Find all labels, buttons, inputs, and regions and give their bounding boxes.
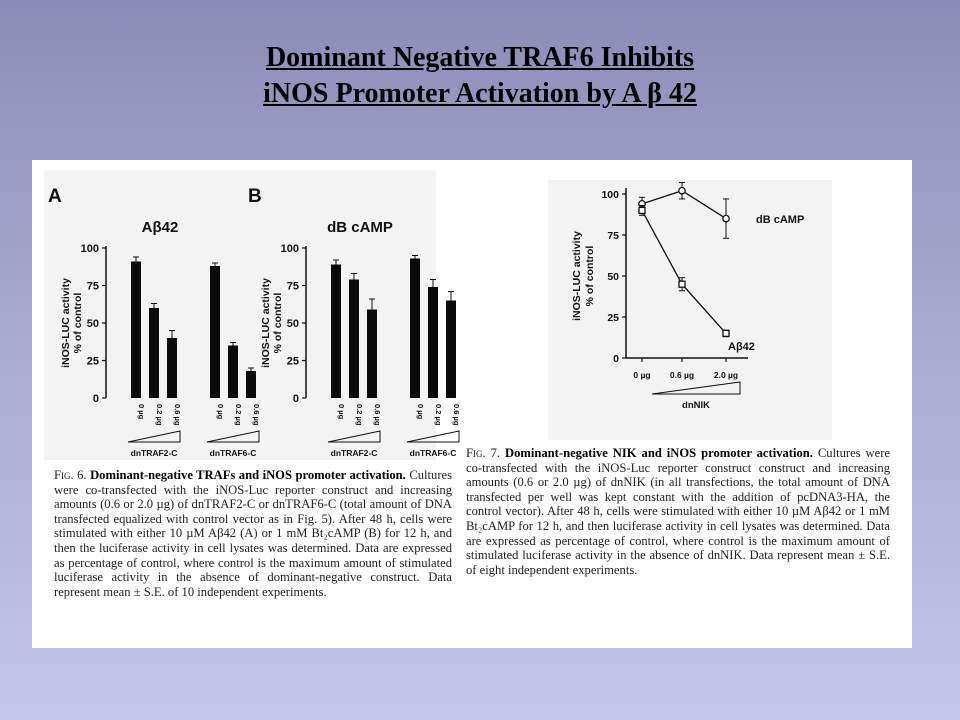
chart-c-series-label: dB cAMP (756, 214, 805, 226)
chart-a-ytick-label: 75 (86, 280, 99, 293)
figure-panel (32, 160, 912, 648)
chart-a-category-label: 0.6 µg (252, 404, 261, 426)
title-line-2 (0, 76, 960, 112)
chart-a-ytick-label: 25 (86, 355, 99, 368)
chart-b-ylabel-line: iNOS-LUC activity (260, 278, 272, 368)
chart-c-ytick-label: 25 (607, 312, 619, 324)
chart-a-title: Aβ42 (141, 219, 179, 236)
chart-a-category-label: 0 µg (216, 404, 225, 420)
chart-a-group-label: dnTRAF2-C (130, 448, 178, 458)
chart-b-ytick-label: 50 (286, 318, 299, 330)
chart-a-category-label: 0.6 µg (173, 404, 182, 426)
figure-6-caption (54, 468, 452, 599)
chart-c-ylabel (571, 231, 596, 321)
chart-c-ytick-label: 100 (601, 189, 619, 201)
title-line-2-suffix: 42 (661, 78, 697, 109)
figure-6-caption-title: Dominant-negative TRAFs and iNOS promoter activation. (90, 468, 406, 482)
chart-a-ylabel-line: % of control (72, 292, 84, 354)
title-beta-symbol: β (647, 78, 662, 109)
figure-6-caption-text: Cultures were co-transfected with the iNOS-Luc reporter construct and increasing amounts (0.6 or 2.0 µg) of dnTRAF2-C or dnTRAF6-C (total amount of DNA transfected equalized with control vector as in Fig. 5). After 48 h, cells were stimulated with either 10 µM Aβ42 (A) or 1 mM Bt₂cAMP (B) for 12 h, and then the luciferase activity in cell lysates was determined. Data are expressed as percentage of control, where control is the maximum amount of stimulated luciferase activity in the absence of dominant-negative construct. Data represent mean ± S.E. of 10 independent experiments. (54, 468, 453, 599)
figure-6-number: Fig. 6. (54, 468, 87, 482)
chart-c-series-line (642, 191, 726, 219)
chart-b-category-label: 0.2 µg (434, 404, 443, 426)
chart-c-point (679, 188, 685, 194)
chart-c-xtick-label: 0.6 µg (669, 370, 695, 380)
chart-b-category-label: 0.6 µg (452, 404, 461, 426)
chart-c-ylabel-line: % of control (584, 245, 596, 307)
chart-c-point (723, 215, 729, 221)
chart-a-ytick-label: 0 (92, 393, 99, 405)
chart-b-title: dB cAMP (327, 219, 393, 236)
chart-c-dose-wedge (652, 382, 740, 394)
figure-7-chart (32, 160, 912, 462)
slide-title (0, 40, 960, 112)
chart-b-category-label: 0 µg (337, 404, 346, 420)
chart-b-category-label: 0.6 µg (373, 404, 382, 426)
chart-b-ylabel-line: % of control (272, 292, 284, 354)
chart-c-series-line (642, 210, 726, 333)
chart-a-ytick-label: 100 (80, 243, 99, 255)
title-line-1: Dominant Negative TRAF6 Inhibits (265, 42, 695, 73)
chart-c-ytick-label: 50 (607, 271, 619, 283)
chart-c-series-label: Aβ42 (728, 341, 755, 353)
chart-b-group-label: dnTRAF2-C (330, 448, 378, 458)
chart-b-ytick-label: 100 (280, 243, 299, 255)
figure-7-caption-title: Dominant-negative NIK and iNOS promoter activation. (505, 446, 813, 460)
figure-7-caption (466, 446, 890, 577)
chart-c-xlabel: dnNIK (682, 400, 710, 411)
chart-a-category-label: 0.2 µg (155, 404, 164, 426)
figure-7-caption-text: Cultures were co-transfected with the iNOS-Luc reporter construct construct and increasing amounts (0.6 or 2.0 µg) of dnNIK (in all transfections, the total amount of DNA transfected per well was kept constant with the addition of pcDNA3-HA, the control vector). After 48 h, cells were stimulated with either 10 µM Aβ42 or 1 mM Bt₂cAMP for 12 h, and then luciferase activity in cell lysates was determined. Data are expressed as percentage of control, where control is the maximum amount of stimulated luciferase activity in the absence of dnNIK. Data represent mean ± S.E. of eight independent experiments. (466, 446, 890, 577)
chart-a-ytick-label: 50 (86, 318, 99, 330)
chart-b-panel-label: B (248, 186, 262, 207)
chart-a-category-label: 0 µg (137, 404, 146, 420)
chart-c-xtick-label: 0 µg (633, 370, 651, 380)
chart-b-ytick-label: 75 (286, 280, 299, 293)
chart-c-ytick-label: 75 (607, 230, 619, 242)
chart-c-point (639, 207, 645, 213)
chart-b-ytick-label: 25 (286, 355, 299, 368)
chart-a-panel-label: A (48, 186, 62, 207)
chart-b-category-label: 0 µg (416, 404, 425, 420)
chart-c-xtick-label: 2.0 µg (713, 370, 739, 380)
chart-c-ytick-label: 0 (613, 353, 619, 365)
chart-a-group-label: dnTRAF6-C (209, 448, 257, 458)
chart-b-category-label: 0.2 µg (355, 404, 364, 426)
chart-c-ylabel-line: iNOS-LUC activity (571, 231, 583, 321)
chart-c-point (723, 330, 729, 336)
chart-a-category-label: 0.2 µg (234, 404, 243, 426)
chart-b-ytick-label: 0 (292, 393, 299, 405)
chart-a-ylabel-line: iNOS-LUC activity (60, 278, 72, 368)
chart-c-point (679, 281, 685, 287)
title-line-2-prefix: iNOS Promoter Activation by A (263, 78, 648, 109)
chart-b-group-label: dnTRAF6-C (409, 448, 457, 458)
figure-7-number: Fig. 7. (466, 446, 501, 460)
